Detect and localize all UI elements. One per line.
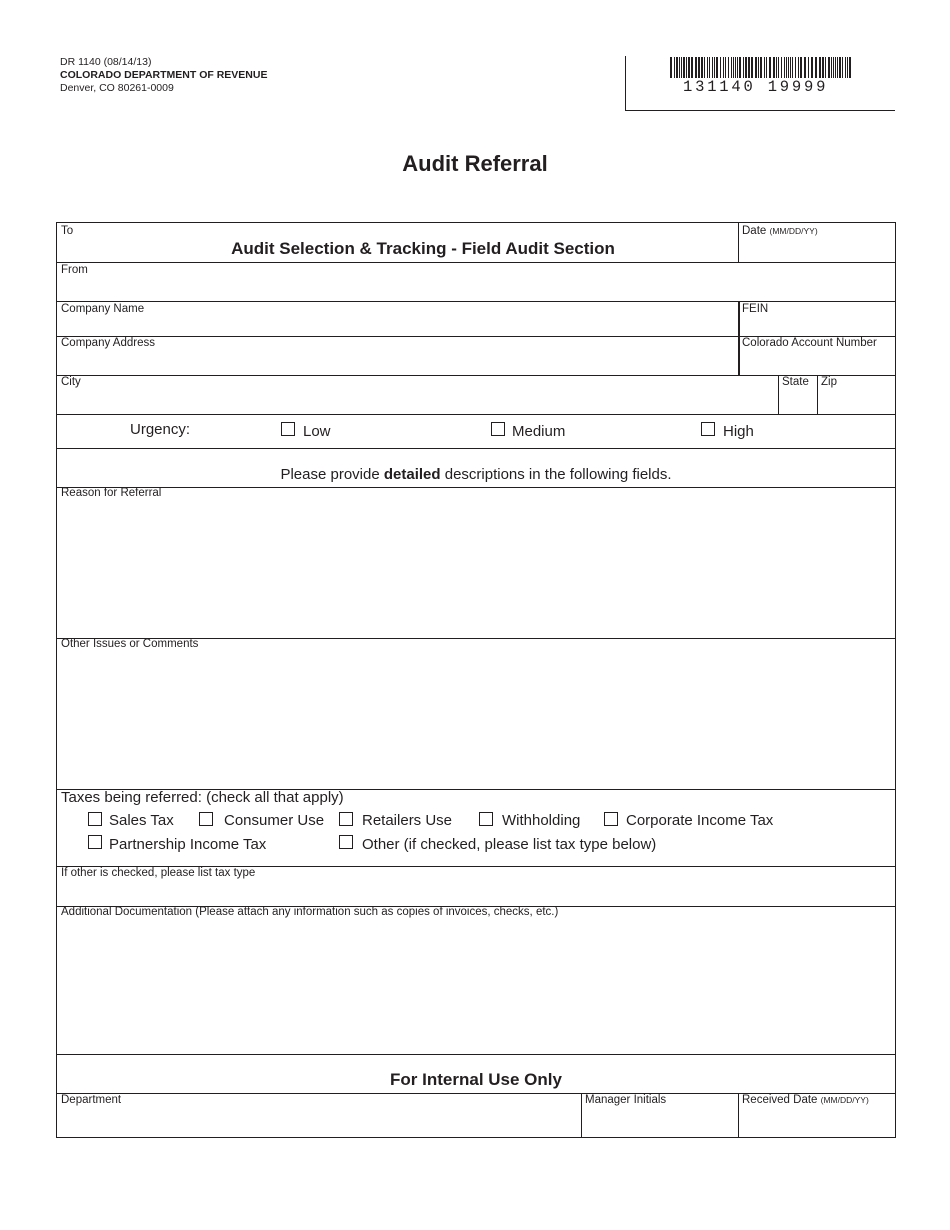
barcode-bar xyxy=(758,57,759,78)
other-issues-field[interactable]: Other Issues or Comments xyxy=(61,638,199,650)
instruction-suffix: descriptions in the following fields. xyxy=(440,466,672,483)
received-date-label: Received Date xyxy=(742,1094,818,1106)
barcode-bar xyxy=(845,57,846,78)
barcode-bar xyxy=(808,57,809,78)
reason-for-referral-field[interactable]: Reason for Referral xyxy=(61,487,162,499)
barcode-bar xyxy=(739,57,741,78)
date-label: Date xyxy=(742,225,767,237)
barcode-bar xyxy=(811,57,813,78)
zip-field[interactable]: Zip xyxy=(821,376,837,388)
barcode-bar xyxy=(723,57,724,78)
department-field[interactable]: Department xyxy=(61,1094,122,1106)
barcode-bar xyxy=(735,57,736,78)
barcode-number: 131140 19999 xyxy=(683,78,829,96)
barcode-bar xyxy=(670,57,672,78)
date-field[interactable] xyxy=(742,225,818,238)
barcode-bar xyxy=(776,57,777,78)
urgency-medium-checkbox[interactable] xyxy=(491,422,505,436)
barcode-bar xyxy=(788,57,789,78)
barcode-bar xyxy=(743,57,744,78)
form-header xyxy=(60,56,267,95)
state-field[interactable]: State xyxy=(782,376,809,388)
urgency-medium-label: Medium xyxy=(512,423,566,440)
barcode-bar xyxy=(728,57,729,78)
consumer-use-checkbox[interactable] xyxy=(199,812,213,826)
barcode-bar xyxy=(695,57,697,78)
barcode-bar xyxy=(798,57,799,78)
partnership-income-tax-label: Partnership Income Tax xyxy=(109,836,267,853)
barcode-bar xyxy=(804,57,806,78)
barcode-bar xyxy=(822,57,824,78)
manager-initials-field[interactable]: Manager Initials xyxy=(585,1094,667,1106)
urgency-low-checkbox[interactable] xyxy=(281,422,295,436)
barcode-bar xyxy=(709,57,710,78)
barcode-bar xyxy=(828,57,830,78)
received-date-format: (MM/DD/YY) xyxy=(820,1095,869,1105)
sales-tax-label: Sales Tax xyxy=(109,812,174,829)
barcode-bar xyxy=(679,57,680,78)
barcode-bar xyxy=(790,57,791,78)
barcode-bar xyxy=(701,57,703,78)
barcode-bar xyxy=(683,57,685,78)
barcode-bar xyxy=(839,57,841,78)
company-address-field[interactable]: Company Address xyxy=(61,337,155,349)
barcode-bar xyxy=(784,57,785,78)
to-label: To xyxy=(61,225,74,237)
urgency-high-checkbox[interactable] xyxy=(701,422,715,436)
barcode-bar xyxy=(714,57,715,78)
other-tax-checkbox[interactable] xyxy=(339,835,353,849)
barcode-bar xyxy=(731,57,732,78)
urgency-high-label: High xyxy=(723,423,754,440)
barcode-bar xyxy=(674,57,675,78)
urgency-low-label: Low xyxy=(303,423,331,440)
retailers-use-label: Retailers Use xyxy=(362,812,453,829)
barcode-bar xyxy=(745,57,747,78)
barcode-bar xyxy=(833,57,834,78)
colorado-account-number-field[interactable]: Colorado Account Number xyxy=(742,337,877,349)
barcode-bar xyxy=(707,57,708,78)
barcode-bar xyxy=(733,57,734,78)
corporate-income-tax-label: Corporate Income Tax xyxy=(626,812,774,829)
partnership-income-tax-checkbox[interactable] xyxy=(88,835,102,849)
barcode-bar xyxy=(760,57,762,78)
barcode-bar xyxy=(764,57,765,78)
barcode-bar xyxy=(686,57,687,78)
consumer-use-label: Consumer Use xyxy=(224,812,325,829)
barcode-bar xyxy=(778,57,779,78)
barcode-bar xyxy=(837,57,838,78)
taxes-label: Taxes being referred: (check all that apply) xyxy=(61,789,344,806)
internal-use-heading: For Internal Use Only xyxy=(390,1070,562,1089)
barcode-bar xyxy=(781,57,782,78)
barcode-bar xyxy=(849,57,851,78)
sales-tax-checkbox[interactable] xyxy=(88,812,102,826)
date-format: (MM/DD/YY) xyxy=(769,226,818,236)
received-date-field[interactable] xyxy=(742,1094,869,1107)
barcode-bar xyxy=(786,57,787,78)
instruction-prefix: Please provide xyxy=(280,466,384,483)
barcode-bar xyxy=(773,57,775,78)
barcode-bar xyxy=(815,57,817,78)
barcode-bar xyxy=(704,57,705,78)
barcode-bar xyxy=(755,57,757,78)
withholding-label: Withholding xyxy=(502,812,581,829)
barcode-bar xyxy=(751,57,753,78)
barcode-bar xyxy=(835,57,836,78)
urgency-label: Urgency: xyxy=(130,421,191,438)
from-field[interactable]: From xyxy=(61,264,88,276)
barcode-bar xyxy=(737,57,738,78)
barcode-bar xyxy=(720,57,721,78)
barcode-bar xyxy=(769,57,771,78)
barcode-bar xyxy=(748,57,750,78)
barcode-bar xyxy=(766,57,767,78)
barcode-bar xyxy=(800,57,802,78)
barcode-bar xyxy=(716,57,718,78)
page-title: Audit Referral xyxy=(402,151,548,176)
barcode-bar xyxy=(698,57,700,78)
barcode-bar xyxy=(712,57,713,78)
instruction-emphasis: detailed xyxy=(383,466,441,483)
barcode-bar xyxy=(795,57,796,78)
fein-field[interactable]: FEIN xyxy=(742,303,769,315)
barcode-bar xyxy=(688,57,690,78)
company-name-field[interactable]: Company Name xyxy=(61,303,145,315)
barcode-bar xyxy=(825,57,826,78)
form-id: DR 1140 (08/14/13) xyxy=(60,56,152,68)
barcode-bar xyxy=(792,57,793,78)
other-tax-type-field[interactable]: If other is checked, please list tax type xyxy=(61,867,256,879)
agency-name: COLORADO DEPARTMENT OF REVENUE xyxy=(60,69,268,81)
retailers-use-checkbox[interactable] xyxy=(339,812,353,826)
barcode-bar xyxy=(819,57,821,78)
withholding-checkbox[interactable] xyxy=(479,812,493,826)
barcode-bar xyxy=(681,57,682,78)
other-tax-label: Other (if checked, please list tax type below) xyxy=(362,836,657,853)
audit-referral-form xyxy=(56,222,896,1138)
to-value: Audit Selection & Tracking - Field Audit Section xyxy=(231,239,615,258)
barcode-bar xyxy=(842,57,843,78)
barcode-bar xyxy=(831,57,832,78)
barcode-bar xyxy=(691,57,693,78)
corporate-income-tax-checkbox[interactable] xyxy=(604,812,618,826)
agency-address: Denver, CO 80261-0009 xyxy=(60,82,174,94)
barcode xyxy=(670,57,852,78)
additional-documentation-field[interactable]: Additional Documentation (Please attach any information such as copies of invoices, checks, etc.) xyxy=(61,906,559,918)
barcode-bar xyxy=(725,57,726,78)
barcode-bar xyxy=(847,57,848,78)
instruction-text xyxy=(57,466,895,483)
barcode-bar xyxy=(676,57,678,78)
city-field[interactable]: City xyxy=(61,376,81,388)
